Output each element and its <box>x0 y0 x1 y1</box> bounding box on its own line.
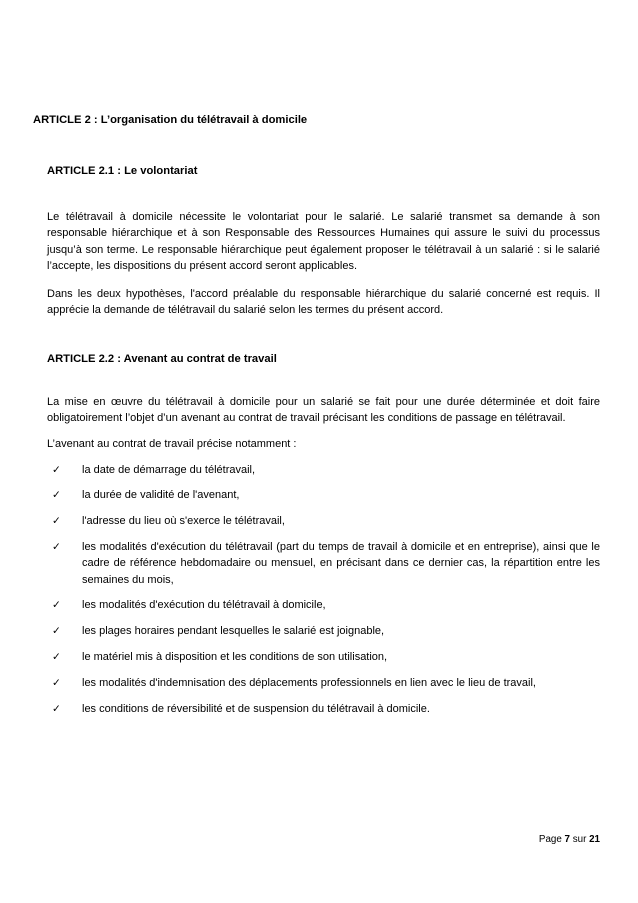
check-icon: ✓ <box>52 702 61 715</box>
article-2-heading: ARTICLE 2 : L’organisation du télétravail à domicile <box>33 114 308 126</box>
check-icon: ✓ <box>52 541 61 554</box>
article-2-2-heading: ARTICLE 2.2 : Avenant au contrat de travail <box>47 352 277 365</box>
spacer <box>33 453 600 462</box>
avenant-list-intro: L’avenant au contrat de travail précise notamment : <box>47 438 297 451</box>
list-item <box>47 487 600 503</box>
list-item-label: les plages horaires pendant lesquelles le salarié est joignable, <box>82 625 385 638</box>
check-icon: ✓ <box>52 489 61 502</box>
article-2-1-paragraph-1: Le télétravail à domicile nécessite le volontariat pour le salarié. Le salarié transmet sa demande à son responsable hiérarchique et à son Responsable des Ressources Humaines qui assure le suivi du processus jusqu’à son terme. Le responsable hiérarchique peut également proposer le télétravail à un salarié : si le salarié l’accepte, les dispositions du présent accord seront applicables. <box>47 211 600 272</box>
article-2-1-paragraph-2: Dans les deux hypothèses, l'accord préalable du responsable hiérarchique du salarié concerné est requis. Il apprécie la demande de télétravail du salarié selon les termes du présent accord. <box>47 288 600 317</box>
page-footer <box>33 833 600 846</box>
spacer <box>33 128 600 164</box>
spacer <box>33 274 600 286</box>
footer-page-label: Page <box>538 834 562 845</box>
spacer <box>33 426 600 436</box>
list-item <box>47 675 600 691</box>
list-item <box>47 597 600 613</box>
list-item <box>47 539 600 588</box>
list-item <box>47 462 600 478</box>
list-item-label: le matériel mis à disposition et les conditions de son utilisation, <box>82 651 388 664</box>
footer-of-label: sur <box>572 834 587 845</box>
list-item-label: l'adresse du lieu où s'exerce le télétravail, <box>82 515 285 528</box>
article-2-2-paragraph-1: La mise en œuvre du télétravail à domicile pour un salarié se fait pour une durée déterminée et doit faire obligatoirement l’objet d’un avenant au contrat de travail précisant les conditions de passage en télétravail. <box>47 395 600 425</box>
document-content <box>33 113 600 717</box>
check-icon: ✓ <box>52 676 61 689</box>
check-icon: ✓ <box>52 651 61 664</box>
list-item <box>47 649 600 665</box>
check-icon: ✓ <box>52 625 61 638</box>
list-item-label: les modalités d'exécution du télétravail à domicile, <box>82 599 326 612</box>
spacer <box>33 319 600 352</box>
check-icon: ✓ <box>52 515 61 528</box>
avenant-checklist <box>33 462 600 717</box>
list-item <box>47 623 600 639</box>
spacer <box>33 179 600 209</box>
spacer <box>33 367 600 394</box>
check-icon: ✓ <box>52 599 61 612</box>
list-item <box>47 701 600 717</box>
list-item-label: la durée de validité de l'avenant, <box>82 489 240 502</box>
list-item-label: la date de démarrage du télétravail, <box>82 463 256 476</box>
article-2-1-heading: ARTICLE 2.1 : Le volontariat <box>47 165 198 177</box>
list-item-label: les conditions de réversibilité et de suspension du télétravail à domicile. <box>82 702 430 715</box>
list-item-label: les modalités d'exécution du télétravail (part du temps de travail à domicile et en entreprise), ainsi que le cadre de référence hebdomadaire ou mensuel, en précisant dans ce dernier cas, la répartition entre les semaines du mois, <box>82 541 600 586</box>
footer-page-number: 7 <box>564 834 570 845</box>
list-item-label: les modalités d'indemnisation des déplacements professionnels en lien avec le lieu de travail, <box>82 676 536 689</box>
list-item <box>47 513 600 529</box>
check-icon: ✓ <box>52 463 61 476</box>
footer-total-pages: 21 <box>589 834 600 845</box>
